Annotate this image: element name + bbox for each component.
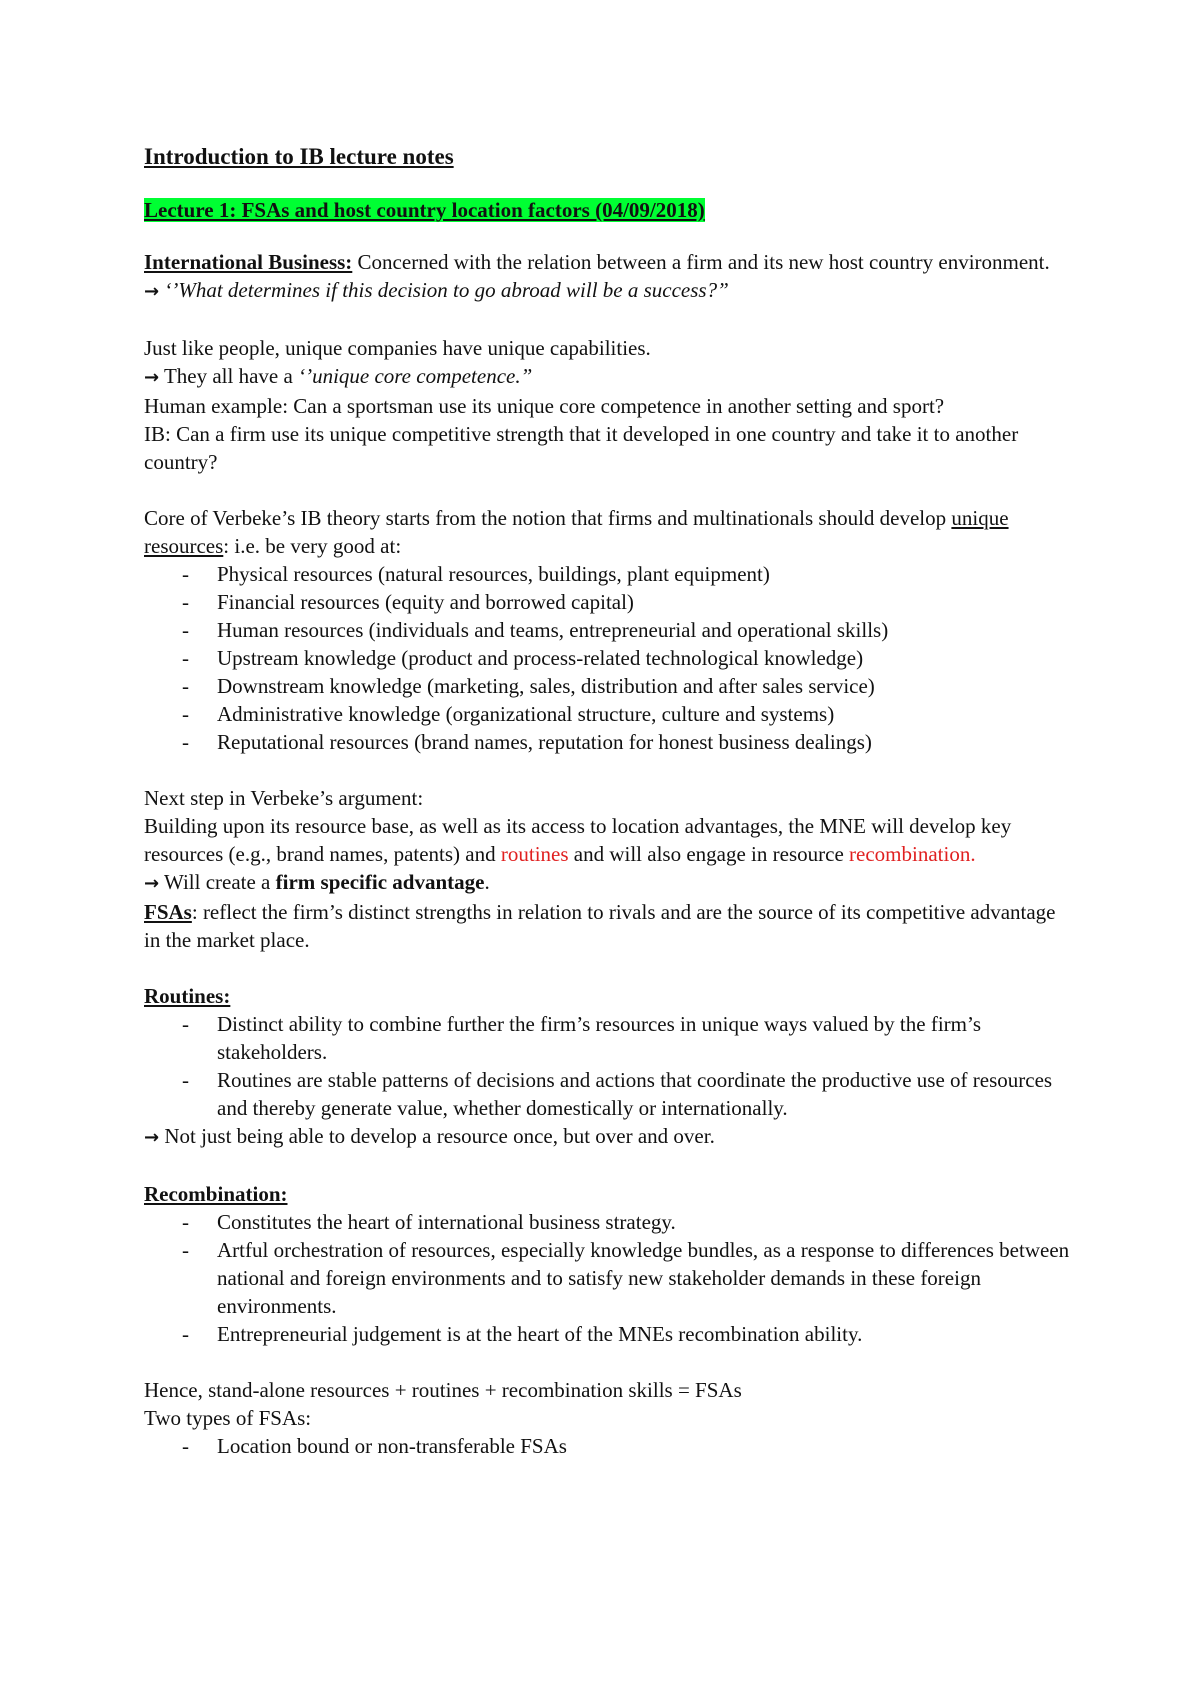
list-item: - Financial resources (equity and borrowed capital)	[144, 588, 1074, 616]
list-item: - Routines are stable patterns of decisions and actions that coordinate the productive use of resources and thereby generate value, whether domestically or internationally.	[144, 1066, 1074, 1122]
ib-definition-term: International Business:	[144, 250, 353, 274]
unique-line-1: Just like people, unique companies have unique capabilities.	[144, 336, 651, 360]
create-suffix: .	[484, 870, 490, 894]
routines-note	[144, 1122, 1074, 1152]
ib-definition	[144, 248, 1074, 276]
core-text-before: Core of Verbeke’s IB theory starts from the notion that firms and multinationals should develop	[144, 506, 952, 530]
ib-question-text: ‘’What determines if this decision to go abroad will be a success?”	[164, 278, 729, 302]
next-text-before: Building upon its resource base, as well as its access to location advantages, the MNE will develop key resources (e.g., brand names, patents) and	[144, 814, 1012, 866]
fsa-types-list	[144, 1432, 1074, 1460]
lecture-1-heading-text: Lecture 1: FSAs and host country location factors (04/09/2018)	[144, 198, 705, 222]
firm-specific-advantage-term: firm specific advantage	[275, 870, 485, 894]
list-item: - Reputational resources (brand names, reputation for honest business dealings)	[144, 728, 1074, 756]
list-item: - Entrepreneurial judgement is at the heart of the MNEs recombination ability.	[144, 1320, 1074, 1348]
fsa-definition	[144, 898, 1074, 954]
unique-line-2-prefix: They all have a	[159, 364, 299, 388]
recombination-heading: Recombination:	[144, 1182, 288, 1206]
list-item: - Artful orchestration of resources, especially knowledge bundles, as a response to differences between national and foreign environments and to satisfy new stakeholder demands in these foreign environments.	[144, 1236, 1074, 1320]
document-page	[144, 142, 1074, 1460]
recombination-list	[144, 1208, 1074, 1348]
unique-line-2	[144, 362, 1074, 392]
routines-list	[144, 1010, 1074, 1122]
ib-example: IB: Can a firm use its unique competitive strength that it developed in one country and take it to another country?	[144, 422, 1019, 474]
unique-core-competence-quote: ‘’unique core competence.”	[298, 364, 533, 388]
list-item: - Location bound or non-transferable FSAs	[144, 1432, 1074, 1460]
hence-line: Hence, stand-alone resources + routines + recombination skills = FSAs	[144, 1378, 742, 1402]
list-item: - Constitutes the heart of international business strategy.	[144, 1208, 1074, 1236]
document-title: Introduction to IB lecture notes	[144, 144, 454, 169]
fsa-definition-text: : reflect the firm’s distinct strengths in relation to rivals and are the source of its competitive advantage in the market place.	[144, 900, 1056, 952]
create-prefix: Will create a	[159, 870, 276, 894]
list-item: - Human resources (individuals and teams, entrepreneurial and operational skills)	[144, 616, 1074, 644]
arrow-right-icon: →	[144, 1127, 160, 1148]
ib-definition-text: Concerned with the relation between a firm and its new host country environment.	[352, 250, 1050, 274]
list-item: - Downstream knowledge (marketing, sales, distribution and after sales service)	[144, 672, 1074, 700]
human-example: Human example: Can a sportsman use its unique core competence in another setting and sport?	[144, 394, 945, 418]
recombination-red-text: recombination.	[849, 842, 976, 866]
core-text-after: : i.e. be very good at:	[223, 534, 402, 558]
routines-note-text: Not just being able to develop a resource once, but over and over.	[159, 1124, 715, 1148]
list-item: - Administrative knowledge (organizational structure, culture and systems)	[144, 700, 1074, 728]
lecture-1-heading	[144, 196, 1074, 224]
arrow-right-icon: →	[144, 281, 160, 302]
next-step-paragraph	[144, 812, 1074, 868]
resources-list	[144, 560, 1074, 756]
next-text-mid: and will also engage in resource	[568, 842, 850, 866]
routines-heading: Routines:	[144, 984, 231, 1008]
arrow-right-icon: →	[144, 367, 160, 388]
two-types-line: Two types of FSAs:	[144, 1406, 312, 1430]
list-item: - Upstream knowledge (product and process-related technological knowledge)	[144, 644, 1074, 672]
arrow-right-icon: →	[144, 873, 160, 894]
unique-resources-term: unique resources	[144, 506, 1009, 558]
next-step-line: Next step in Verbeke’s argument:	[144, 786, 424, 810]
list-item: - Distinct ability to combine further the firm’s resources in unique ways valued by the firm’s stakeholders.	[144, 1010, 1074, 1066]
fsa-create-line	[144, 868, 1074, 898]
fsa-term: FSAs	[144, 900, 192, 924]
routines-red-text: routines	[500, 842, 569, 866]
ib-question	[144, 276, 1074, 306]
list-item: - Physical resources (natural resources, buildings, plant equipment)	[144, 560, 1074, 588]
core-theory-paragraph	[144, 504, 1074, 560]
